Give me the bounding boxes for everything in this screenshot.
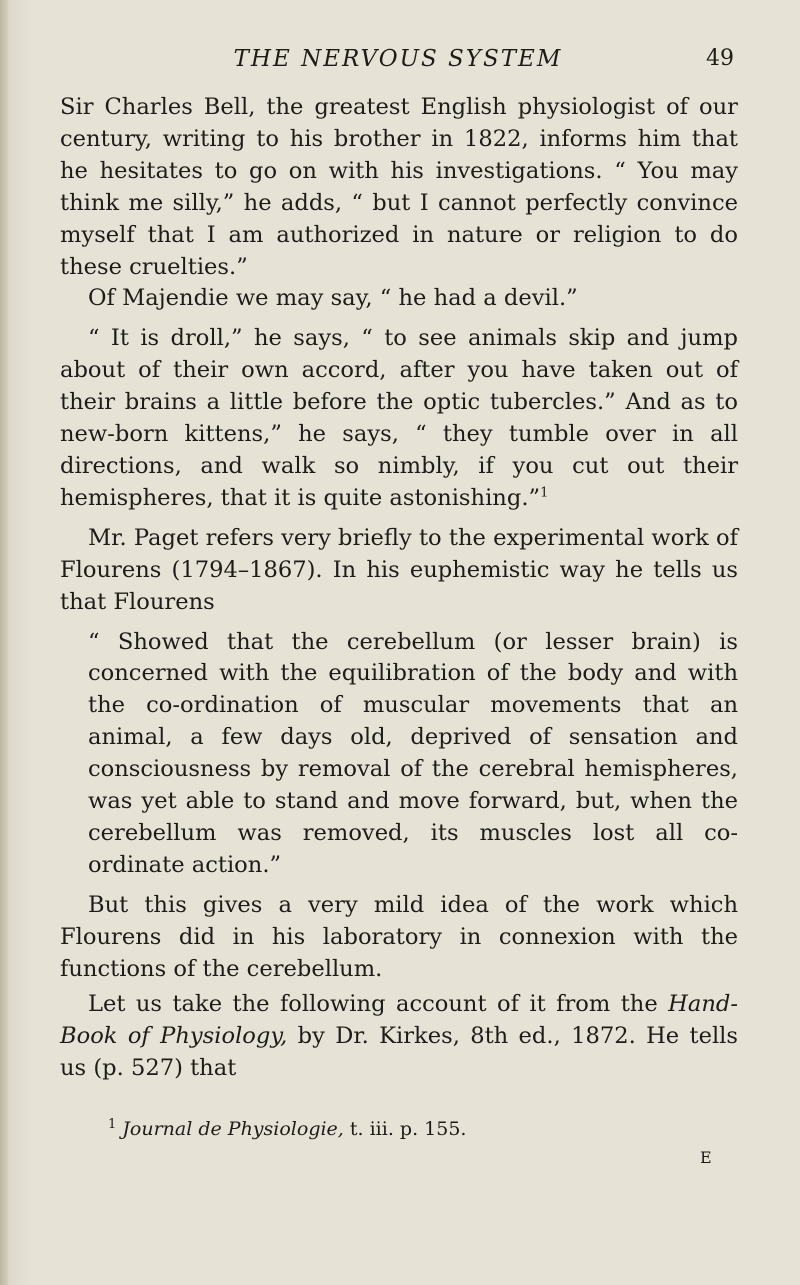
paragraph-bell: Sir Charles Bell, the greatest English physiologist of our century, writing to his brother in 1822, informs him that he hesitates to go on with his investigations. “ You may think me silly,” he adds, “ but I cannot perfectly convince myself that I am authorized in nature or religion to do these cruelties.” (60, 94, 738, 280)
footnote-detail: t. iii. p. 155. (349, 1118, 467, 1140)
paragraph-majendie-quote (60, 323, 738, 514)
paragraph-majendie: Of Majendie we may say, “ he had a devil.” (88, 285, 578, 312)
footnote (108, 1116, 668, 1142)
footnote-source: Journal de Physiologie, (122, 1118, 344, 1140)
paragraph-mild-idea: But this gives a very mild idea of the work which Flourens did in his laboratory in connexion with the functions of the cerebellum. (60, 891, 738, 982)
page-number: 49 (706, 46, 734, 71)
page-binding-edge (0, 0, 8, 1285)
paragraph-paget: Mr. Paget refers very briefly to the experimental work of Flourens (1794–1867). In his euphemistic way he tells us that Flourens (60, 524, 738, 615)
footnote-reference: 1 (540, 485, 549, 501)
kirkes-text-before: Let us take the following account of it from the (88, 991, 658, 1018)
block-quote-flourens: “ Showed that the cerebellum (or lesser brain) is concerned with the equilibration of the body and with the co-ordination of muscular movements that an animal, a few days old, deprived of sensation and consciousness by removal of the cerebral hemispheres, was yet able to stand and move forward, but, when the cerebellum was removed, its muscles lost all co-ordinate action.” (88, 628, 738, 878)
running-head (62, 46, 734, 80)
signature-mark: E (700, 1148, 712, 1167)
kirkes-text-after: by Dr. Kirkes, 8th ed., 1872. He tells us (p. 527) that (60, 1023, 738, 1082)
running-title: THE NERVOUS SYSTEM (233, 46, 563, 72)
footnote-mark: 1 (108, 1116, 117, 1132)
paragraph-kirkes (60, 989, 738, 1085)
book-title: Hand-Book of Physiology, (60, 991, 738, 1050)
majendie-quote-text: “ It is droll,” he says, “ to see animals skip and jump about of their own accord, after you have taken out of their brains a little before the optic tubercles.” And as to new-born kittens,” he says, “ they tumble over in all directions, and walk so nimbly, if you cut out their hemispheres, that it is quite astonishing.” (60, 325, 738, 511)
body-text (60, 92, 738, 1085)
